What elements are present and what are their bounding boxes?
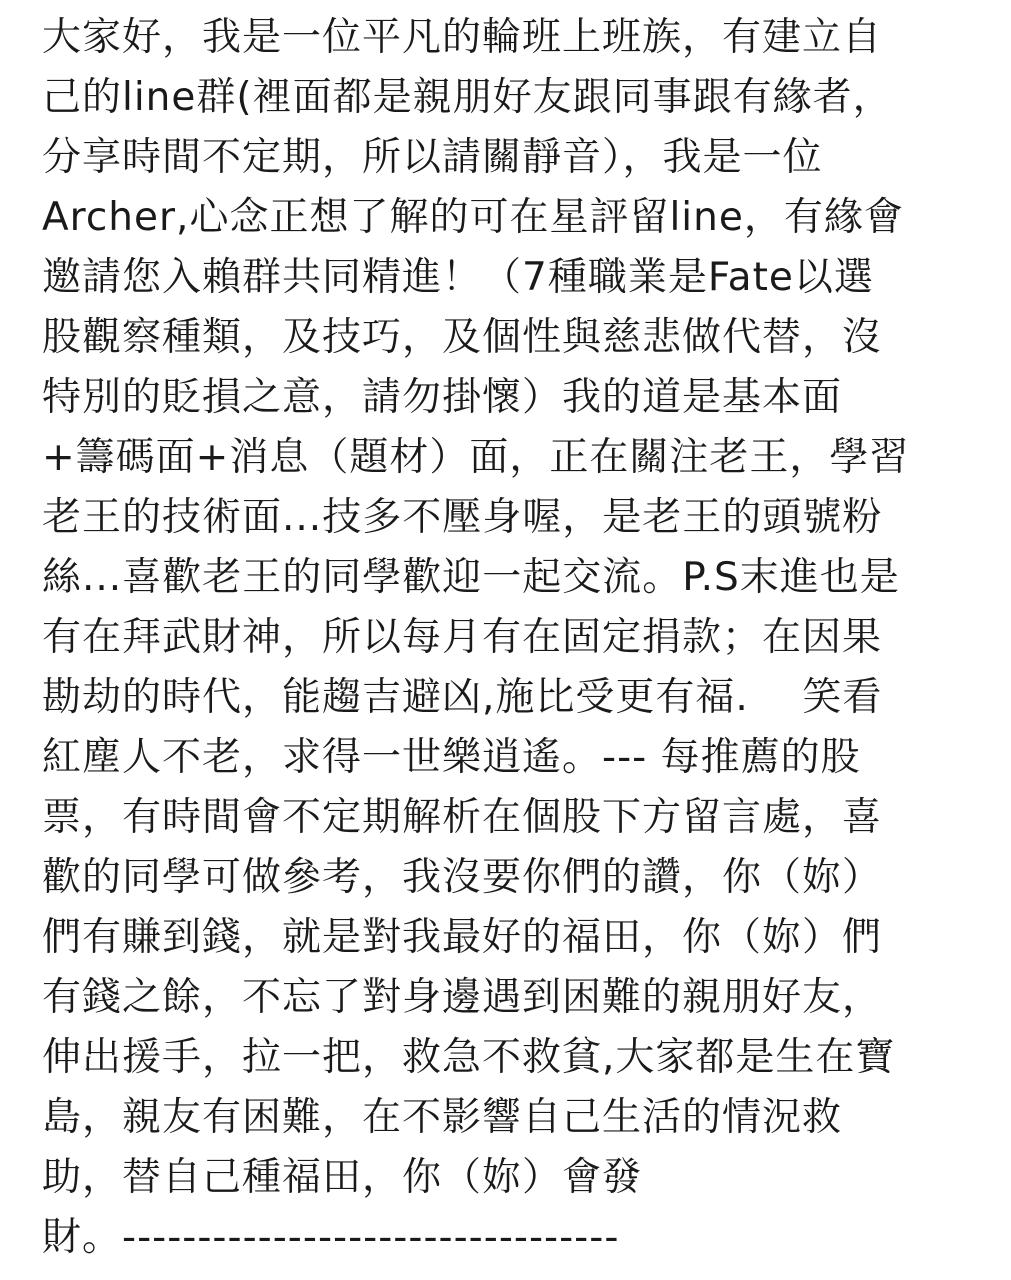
- post-text-line: 有錢之餘，不忘了對身邊遇到困難的親朋好友，: [42, 975, 883, 1020]
- post-text-line: 老王的技術面...技多不壓身喔，是老王的頭號粉: [42, 495, 883, 540]
- post-text-line: 邀請您入賴群共同精進！（7種職業是Fate以選: [42, 255, 874, 300]
- post-text-line: Archer,心念正想了解的可在星評留line，有緣會: [42, 195, 904, 240]
- post-text-line: +籌碼面+消息（題材）面，正在關注老王，學習: [42, 435, 910, 480]
- post-text-line: 助，替自己種福田，你（妳）會發: [42, 1155, 643, 1200]
- post-text-line: 股觀察種類，及技巧，及個性與慈悲做代替，沒: [42, 315, 883, 360]
- post-text-line: 絲...喜歡老王的同學歡迎一起交流。P.S末進也是: [42, 555, 900, 600]
- post-text-body: [42, 8, 972, 1268]
- post-text-line: 分享時間不定期，所以請關靜音），我是一位: [42, 135, 823, 180]
- post-text-line: 島，親友有困難，在不影響自己生活的情況救: [42, 1095, 843, 1140]
- post-text-line: 特別的貶損之意，請勿掛懷）我的道是基本面: [42, 375, 843, 420]
- post-text-line: 大家好，我是一位平凡的輪班上班族，有建立自: [42, 15, 883, 60]
- post-text-line: 票，有時間會不定期解析在個股下方留言處，喜: [42, 795, 883, 840]
- post-text-line: 紅塵人不老，求得一世樂逍遙。--- 每推薦的股: [42, 735, 861, 780]
- post-text-line: 己的line群(裡面都是親朋好友跟同事跟有緣者，: [42, 75, 893, 120]
- post-text-line: 們有賺到錢，就是對我最好的福田，你（妳）們: [42, 915, 883, 960]
- post-text-line: 伸出援手，拉一把，救急不救貧,大家都是生在寶: [42, 1035, 896, 1080]
- post-text-line: 勘劫的時代，能趨吉避凶,施比受更有福. 笑看: [42, 675, 883, 720]
- post-text-line: 歡的同學可做參考，我沒要你們的讚，你（妳）: [42, 855, 883, 900]
- post-text-line: 有在拜武財神，所以每月有在固定捐款；在因果: [42, 615, 883, 660]
- post-text-line: 財。---------------------------------: [42, 1215, 620, 1260]
